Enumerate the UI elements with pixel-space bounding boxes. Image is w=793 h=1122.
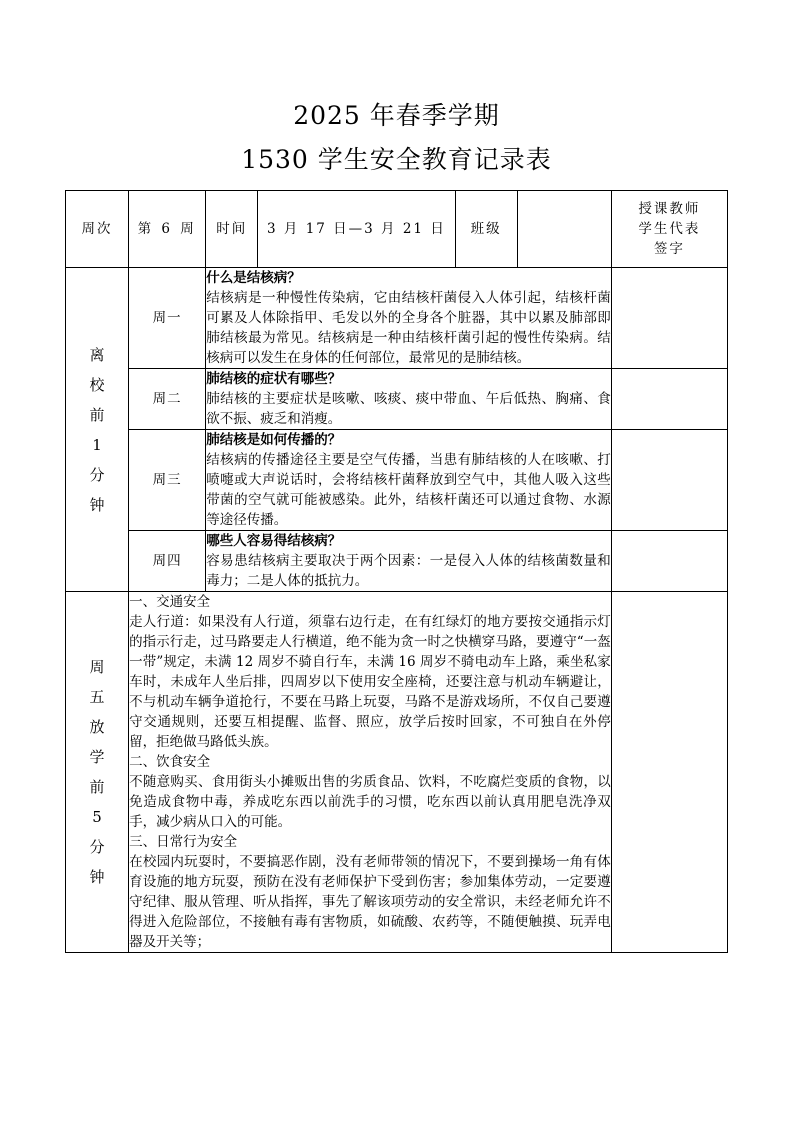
section-label-friday-dismissal [66,592,129,953]
signature-cell-wednesday[interactable] [611,430,727,531]
content-answer: 容易患结核病主要取决于两个因素：一是侵入人体的结核菌数量和毒力；二是人体的抵抗力。 [206,553,611,589]
vlabel-char: 前 [89,778,105,796]
content-cell-friday[interactable] [129,592,612,953]
friday-section-heading-daily: 三、日常行为安全 [129,834,238,850]
content-cell-wednesday[interactable] [206,430,612,531]
friday-section-heading-food: 二、饮食安全 [129,754,211,770]
class-label-cell: 班级 [455,191,517,268]
day-cell-monday: 周一 [129,268,206,369]
signature-header-line1: 授课教师 [638,201,701,217]
week-number-cell[interactable]: 第 6 周 [129,191,206,268]
signature-cell-tuesday[interactable] [611,369,727,430]
day-cell-thursday: 周四 [129,531,206,592]
vlabel-char: 放 [89,718,105,736]
time-label-cell: 时间 [206,191,258,268]
signature-cell-friday[interactable] [611,592,727,953]
signature-cell-thursday[interactable] [611,531,727,592]
vlabel-char: 前 [89,405,105,424]
vlabel-char: 校 [89,375,105,394]
content-cell-monday[interactable] [206,268,612,369]
document-title-block [0,96,793,180]
content-question: 肺结核的症状有哪些？ [206,371,342,387]
vertical-label-friday [66,652,128,892]
vlabel-char: 周 [89,658,105,676]
signature-header-line2: 学生代表 [638,221,701,237]
week-label-cell: 周次 [66,191,129,268]
friday-section-body-traffic: 走人行道：如果没有人行道，须靠右边行走，在有红绿灯的地方要按交通指示灯的指示行走，过马路要走人行横道，绝不能为贪一时之快横穿马路，要遵守“一盔一带”规定，未满 12 周岁不骑自行车，未满 16 周岁不骑电动车上路，乘坐私家车时，未成年人坐后排，四周岁以下使用安全座椅，还要注意与机动车辆避让，不与机动车辆争道抢行，不要在马路上玩耍，马路不是游戏场所，不仅自己要遵守交通规则，还要互相提醒、监督、照应，放学后按时回家，不可独自在外停留，拒绝做马路低头族。 [129,614,611,750]
vlabel-char: 学 [89,748,105,766]
friday-section-body-daily: 在校园内玩耍时，不要搞恶作剧，没有老师带领的情况下，不要到操场一角有体育设施的地方玩耍，预防在没有老师保护下受到伤害；参加集体劳动，一定要遵守纪律、服从管理、听从指挥，事先了解该项劳动的安全常识，未经老师允许不得进入危险部位，不接触有毒有害物质，如硫酸、农药等，不随便触摸、玩弄电器及开关等； [129,854,611,950]
class-value-cell[interactable] [517,191,611,268]
signature-header-cell [611,191,727,268]
table-header-row [66,191,728,268]
content-question: 哪些人容易得结核病？ [206,533,342,549]
content-question: 肺结核是如何传播的？ [206,432,342,448]
vlabel-char: 钟 [89,868,105,886]
content-cell-thursday[interactable] [206,531,612,592]
vlabel-char: 1 [92,435,102,454]
table-row [66,430,728,531]
date-range-cell[interactable]: 3 月 17 日—3 月 21 日 [258,191,455,268]
title-line-form-name: 1530 学生安全教育记录表 [241,145,552,174]
content-question: 什么是结核病？ [206,270,301,286]
content-answer: 肺结核的主要症状是咳嗽、咳痰、痰中带血、午后低热、胸痛、食欲不振、疲乏和消瘦。 [206,391,611,427]
table-row [66,531,728,592]
day-cell-tuesday: 周二 [129,369,206,430]
day-cell-wednesday: 周三 [129,430,206,531]
vlabel-char: 离 [89,345,105,364]
section-label-before-school [66,268,129,592]
vlabel-char: 五 [89,688,105,706]
content-answer: 结核病的传播途径主要是空气传播，当患有肺结核的人在咳嗽、打喷嚏或大声说话时，会将结核杆菌释放到空气中，其他人吸入这些带菌的空气就可能被感染。此外，结核杆菌还可以通过食物、水源等途径传播。 [206,452,611,528]
friday-section-body-food: 不随意购买、食用街头小摊贩出售的劣质食品、饮料，不吃腐烂变质的食物，以免造成食物中毒，养成吃东西以前洗手的习惯，吃东西以前认真用肥皂洗净双手，减少病从口入的可能。 [129,774,611,830]
signature-header-line3: 签字 [653,241,685,257]
vlabel-char: 分 [89,465,105,484]
vertical-label-morning [66,340,128,520]
content-cell-tuesday[interactable] [206,369,612,430]
vlabel-char: 钟 [89,495,105,514]
table-row [66,369,728,430]
vlabel-char: 5 [92,808,102,826]
table-row [66,268,728,369]
signature-cell-monday[interactable] [611,268,727,369]
vlabel-char: 分 [89,838,105,856]
friday-section-heading-traffic: 一、交通安全 [129,594,211,610]
safety-education-record-table [65,190,728,953]
title-line-semester: 2025 年春季学期 [293,101,500,130]
table-row-friday [66,592,728,953]
content-answer: 结核病是一种慢性传染病，它由结核杆菌侵入人体引起，结核杆菌可累及人体除指甲、毛发以外的全身各个脏器，其中以累及肺部即肺结核最为常见。结核病是一种由结核杆菌引起的慢性传染病。结核病可以发生在身体的任何部位，最常见的是肺结核。 [206,290,611,366]
